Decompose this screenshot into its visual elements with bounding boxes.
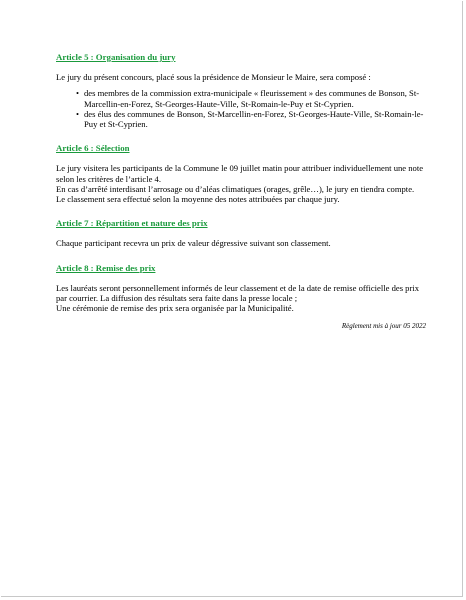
list-item (76, 88, 426, 109)
document-body (56, 52, 426, 332)
article-6-heading: Article 6 : Sélection (56, 143, 130, 154)
article-6-line: Le classement sera effectué selon la moyenne des notes attribuées par chaque jury. (56, 194, 340, 205)
article-5-bullet-text: des membres de la commission extra-municipale « fleurissement » des communes de Bonson, St-Marcellin-en-Forez, St-Georges-Haute-Ville, St-Romain-le-Puy et St-Cyprien. (84, 88, 420, 109)
article-5-bullet-list (56, 88, 426, 129)
bullet-icon: • (76, 88, 80, 99)
bullet-icon: • (76, 108, 80, 119)
article-8-line: Les lauréats seront personnellement informés de leur classement et de la date de remise officielle des prix par courrier. La diffusion des résultats sera faite dans la presse locale ; (56, 282, 420, 304)
article-7-line: Chaque participant recevra un prix de valeur dégressive suivant son classement. (56, 238, 331, 249)
article-8-line: Une cérémonie de remise des prix sera organisée par la Municipalité. (56, 303, 294, 314)
article-6-line: Le jury visitera les participants de la Commune le 09 juillet matin pour attribuer individuellement une note selon les critères de l’article 4. (56, 163, 424, 184)
article-5-bullet-text: des élus des communes de Bonson, St-Marcellin-en-Forez, St-Georges-Haute-Ville, St-Romain-le-Puy et St-Cyprien. (84, 108, 424, 130)
article-8-heading: Article 8 : Remise des prix (56, 262, 156, 273)
article-5-heading: Article 5 : Organisation du jury (56, 52, 176, 62)
regulation-update-note: Règlement mis à jour 05 2022 (341, 322, 426, 331)
article-6-line: En cas d’arrêté interdisant l’arrosage ou d’aléas climatiques (orages, grêle…), le jury en tiendra compte. (56, 183, 415, 194)
list-item (76, 108, 426, 130)
article-7-heading: Article 7 : Répartition et nature des prix (56, 218, 208, 229)
article-5-intro: Le jury du présent concours, placé sous la présidence de Monsieur le Maire, sera composé : (56, 72, 371, 83)
